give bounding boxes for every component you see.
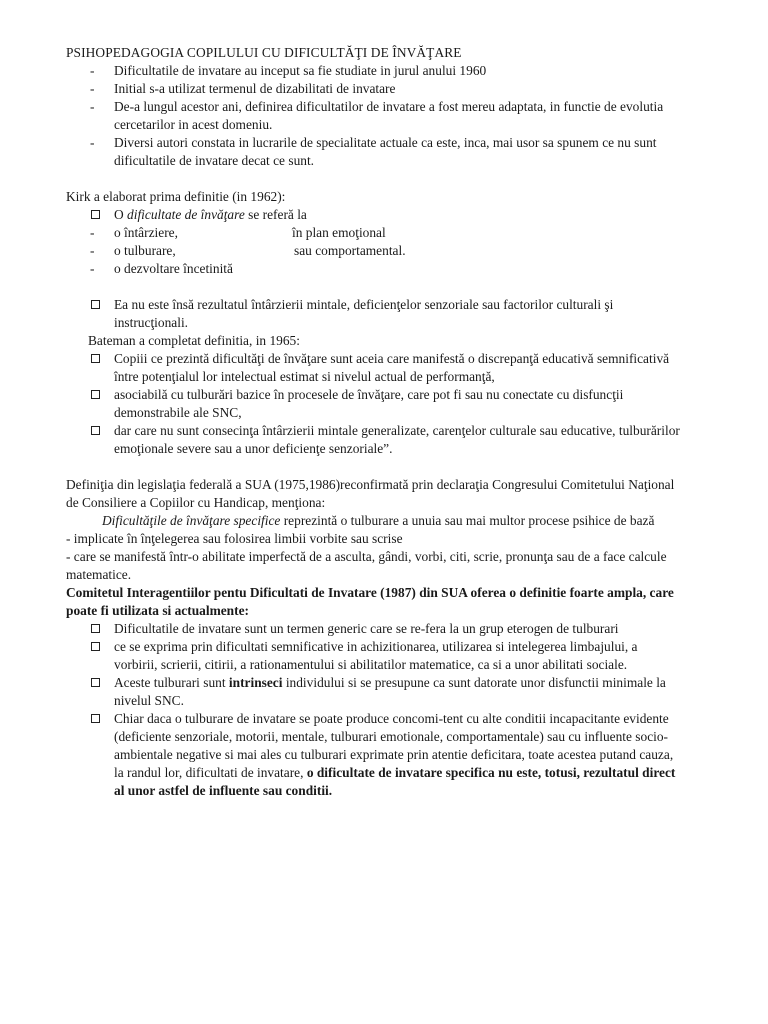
usa-intro: Definiţia din legislaţia federală a SUA (1975,1986)reconfirmată prin declaraţia Congresului Comitetului Naţional de Consiliere a Copiilor cu Handicap, menţiona: (66, 477, 675, 510)
list-item: - o dezvoltare încetinită (66, 260, 682, 278)
kirk-box-list-2 (66, 296, 682, 332)
list-item: O dificultate de învăţare se referă la (66, 206, 682, 224)
italic-term: Dificultăţile de învăţare specifice (102, 513, 281, 528)
usa-line-1: - implicate în înţelegerea sau folosirea limbii vorbite sau scrise (66, 531, 403, 546)
checkbox-icon (91, 678, 100, 687)
list-item: - Dificultatile de invatare au inceput sa fie studiate in jurul anului 1960 (66, 62, 682, 80)
list-item: Chiar daca o tulburare de invatare se poate produce concomi-tent cu alte conditii incapacitante evidente (deficiente senzoriale, motorii, mentale, tulburari emotionale, comportamentale) sau cu influente socio-ambientale negative si mai ales cu tulburari exprimate prin atentie deficitara, toate acestea putand cauza, la randul lor, dificultati de invatare, o dificultate de invatare specifica nu este, totusi, rezultatul direct al unor astfel de influente sau conditii. (66, 710, 682, 800)
list-item: Ea nu este însă rezultatul întârzierii mintale, deficienţelor senzoriale sau factorilor culturali şi instrucţionali. (66, 296, 682, 332)
checkbox-icon (91, 642, 100, 651)
kirk-box-list (66, 206, 682, 224)
list-item: - o întârziere, în plan emoţional (66, 224, 682, 242)
intro-list (66, 62, 682, 170)
kirk-dash-list (66, 224, 682, 278)
usa-definition: Dificultăţile de învăţare specifice reprezintă o tulburare a unuia sau mai multor procese psihice de bază (102, 513, 655, 528)
list-item: - Diversi autori constata in lucrarile de specialitate actuale ca este, inca, mai usor sa spunem ce nu sunt dificultatile de invatare decat ce sunt. (66, 134, 682, 170)
checkbox-icon (91, 300, 100, 309)
page-title: PSIHOPEDAGOGIA COPILULUI CU DIFICULTĂŢI DE ÎNVĂŢARE (66, 45, 462, 60)
list-item: - Initial s-a utilizat termenul de dizabilitati de invatare (66, 80, 682, 98)
list-item: Dificultatile de invatare sunt un termen generic care se re-fera la un grup eterogen de tulburari (66, 620, 682, 638)
checkbox-icon (91, 426, 100, 435)
list-item: asociabilă cu tulburări bazice în procesele de învăţare, care pot fi sau nu conectate cu disfuncţii demonstrabile ale SNC, (66, 386, 682, 422)
checkbox-icon (91, 210, 100, 219)
checkbox-icon (91, 714, 100, 723)
document-page (66, 44, 682, 800)
usa-line-2: - care se manifestă într-o abilitate imperfectă de a asculta, gândi, vorbi, citi, scrie, pronunţa sau de a face calcule matematice. (66, 549, 667, 582)
list-item: Copiii ce prezintă dificultăţi de învăţare sunt aceia care manifestă o discrepanţă educativă semnificativă între potenţialul lor intelectual estimat si nivelul actual de performanţă, (66, 350, 682, 386)
bateman-list (66, 350, 682, 458)
kirk-heading: Kirk a elaborat prima definitie (in 1962): (66, 189, 286, 204)
list-item: dar care nu sunt consecinţa întârzierii mintale generalizate, carenţelor culturale sau educative, tulburărilor emoţionale severe sau a unor deficienţe senzoriale”. (66, 422, 682, 458)
checkbox-icon (91, 390, 100, 399)
list-item: - De-a lungul acestor ani, definirea dificultatilor de invatare a fost mereu adaptata, in functie de evolutia cercetarilor in acest domeniu. (66, 98, 682, 134)
list-item: Aceste tulburari sunt intrinseci individului si se presupune ca sunt datorate unor disfunctii minimale la nivelul SNC. (66, 674, 682, 710)
committee-heading: Comitetul Interagentiilor pentu Dificultati de Invatare (1987) din SUA oferea o definitie foarte ampla, care poate fi utilizata si actualmente: (66, 585, 674, 618)
bateman-heading: Bateman a completat definitia, in 1965: (88, 333, 300, 348)
list-item: ce se exprima prin dificultati semnificative in achizitionarea, utilizarea si intelegerea limbajului, a vorbirii, scrierii, citirii, a rationamentului si abilitatilor matematice, ca si a unor abilitati sociale. (66, 638, 682, 674)
checkbox-icon (91, 624, 100, 633)
italic-term: dificultate de învăţare (127, 207, 245, 222)
checkbox-icon (91, 354, 100, 363)
list-item: - o tulburare, sau comportamental. (66, 242, 682, 260)
committee-list (66, 620, 682, 800)
